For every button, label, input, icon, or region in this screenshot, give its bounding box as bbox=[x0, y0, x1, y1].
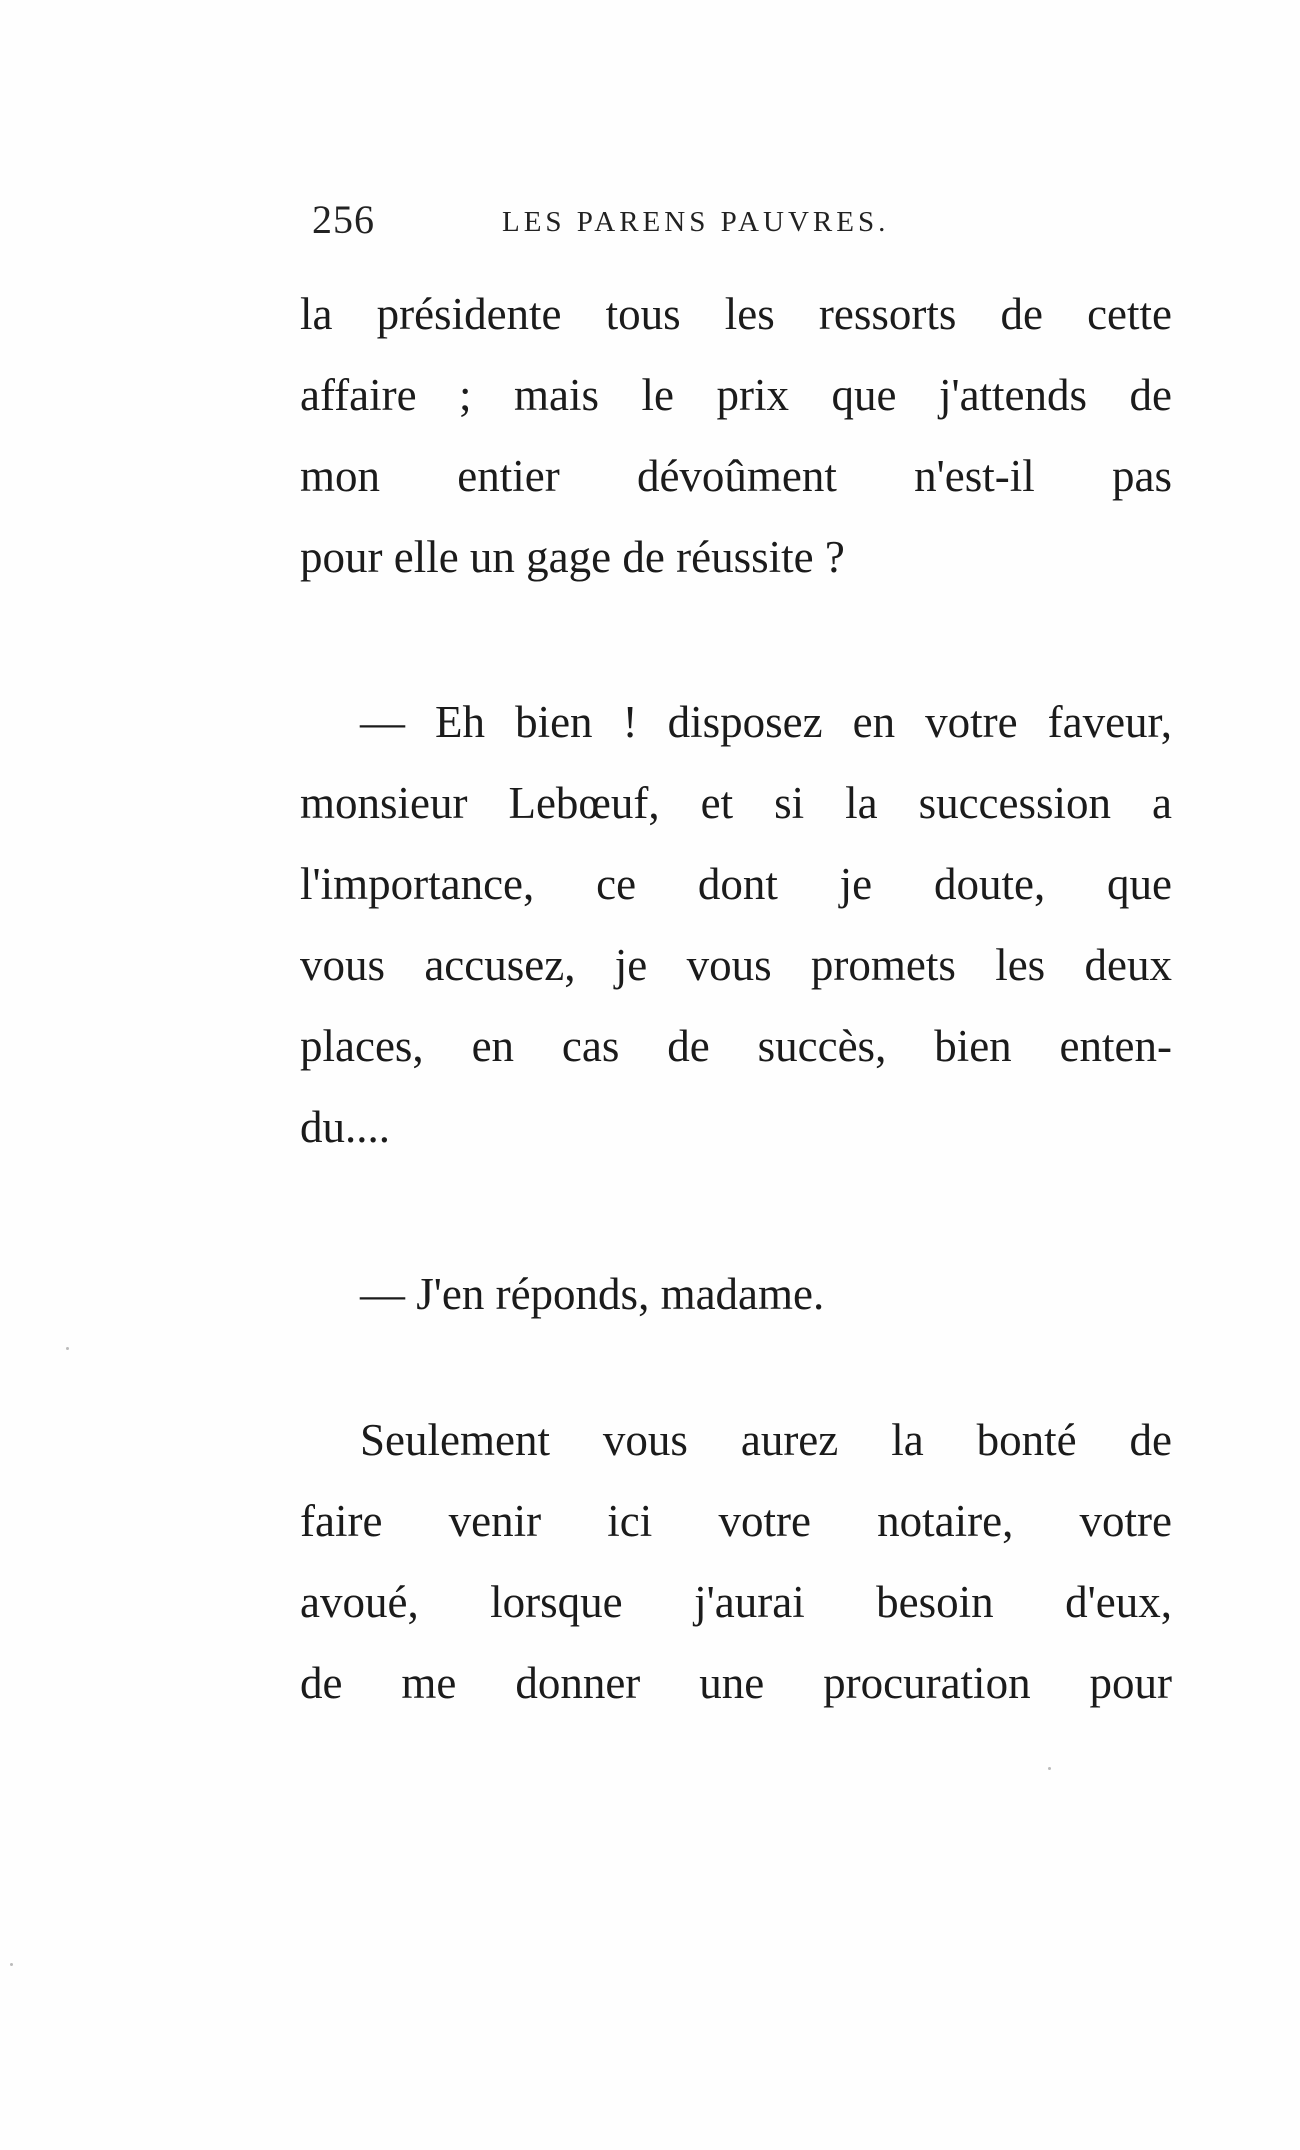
text-line: de me donner une procuration pour bbox=[300, 1658, 1172, 1708]
text-line: la présidente tous les ressorts de cette bbox=[300, 289, 1172, 339]
text-line: mon entier dévoûment n'est-il pas bbox=[300, 451, 1172, 501]
paragraph-4 bbox=[300, 1400, 1172, 1724]
paper-speck bbox=[1048, 1767, 1051, 1770]
paper-speck bbox=[10, 1963, 13, 1966]
paragraph-2 bbox=[300, 682, 1172, 1168]
text-line: monsieur Lebœuf, et si la succession a bbox=[300, 778, 1172, 828]
text-line: avoué, lorsque j'aurai besoin d'eux, bbox=[300, 1577, 1172, 1627]
text-line: places, en cas de succès, bien enten- bbox=[300, 1021, 1172, 1071]
text-line: du.... bbox=[300, 1102, 390, 1152]
text-line: — Eh bien ! disposez en votre faveur, bbox=[360, 697, 1172, 747]
text-line: vous accusez, je vous promets les deux bbox=[300, 940, 1172, 990]
page-number: 256 bbox=[312, 197, 375, 242]
text-line: affaire ; mais le prix que j'attends de bbox=[300, 370, 1172, 420]
text-line: faire venir ici votre notaire, votre bbox=[300, 1496, 1172, 1546]
running-title: LES PARENS PAUVRES. bbox=[502, 206, 890, 238]
paragraph-1 bbox=[300, 274, 1172, 598]
text-line: l'importance, ce dont je doute, que bbox=[300, 859, 1172, 909]
text-line: Seulement vous aurez la bonté de bbox=[360, 1415, 1172, 1465]
page-header bbox=[312, 196, 952, 248]
text-line: — J'en réponds, madame. bbox=[360, 1269, 825, 1319]
paper-speck bbox=[66, 1347, 69, 1350]
text-line: pour elle un gage de réussite ? bbox=[300, 532, 845, 582]
paragraph-3 bbox=[300, 1254, 1172, 1335]
